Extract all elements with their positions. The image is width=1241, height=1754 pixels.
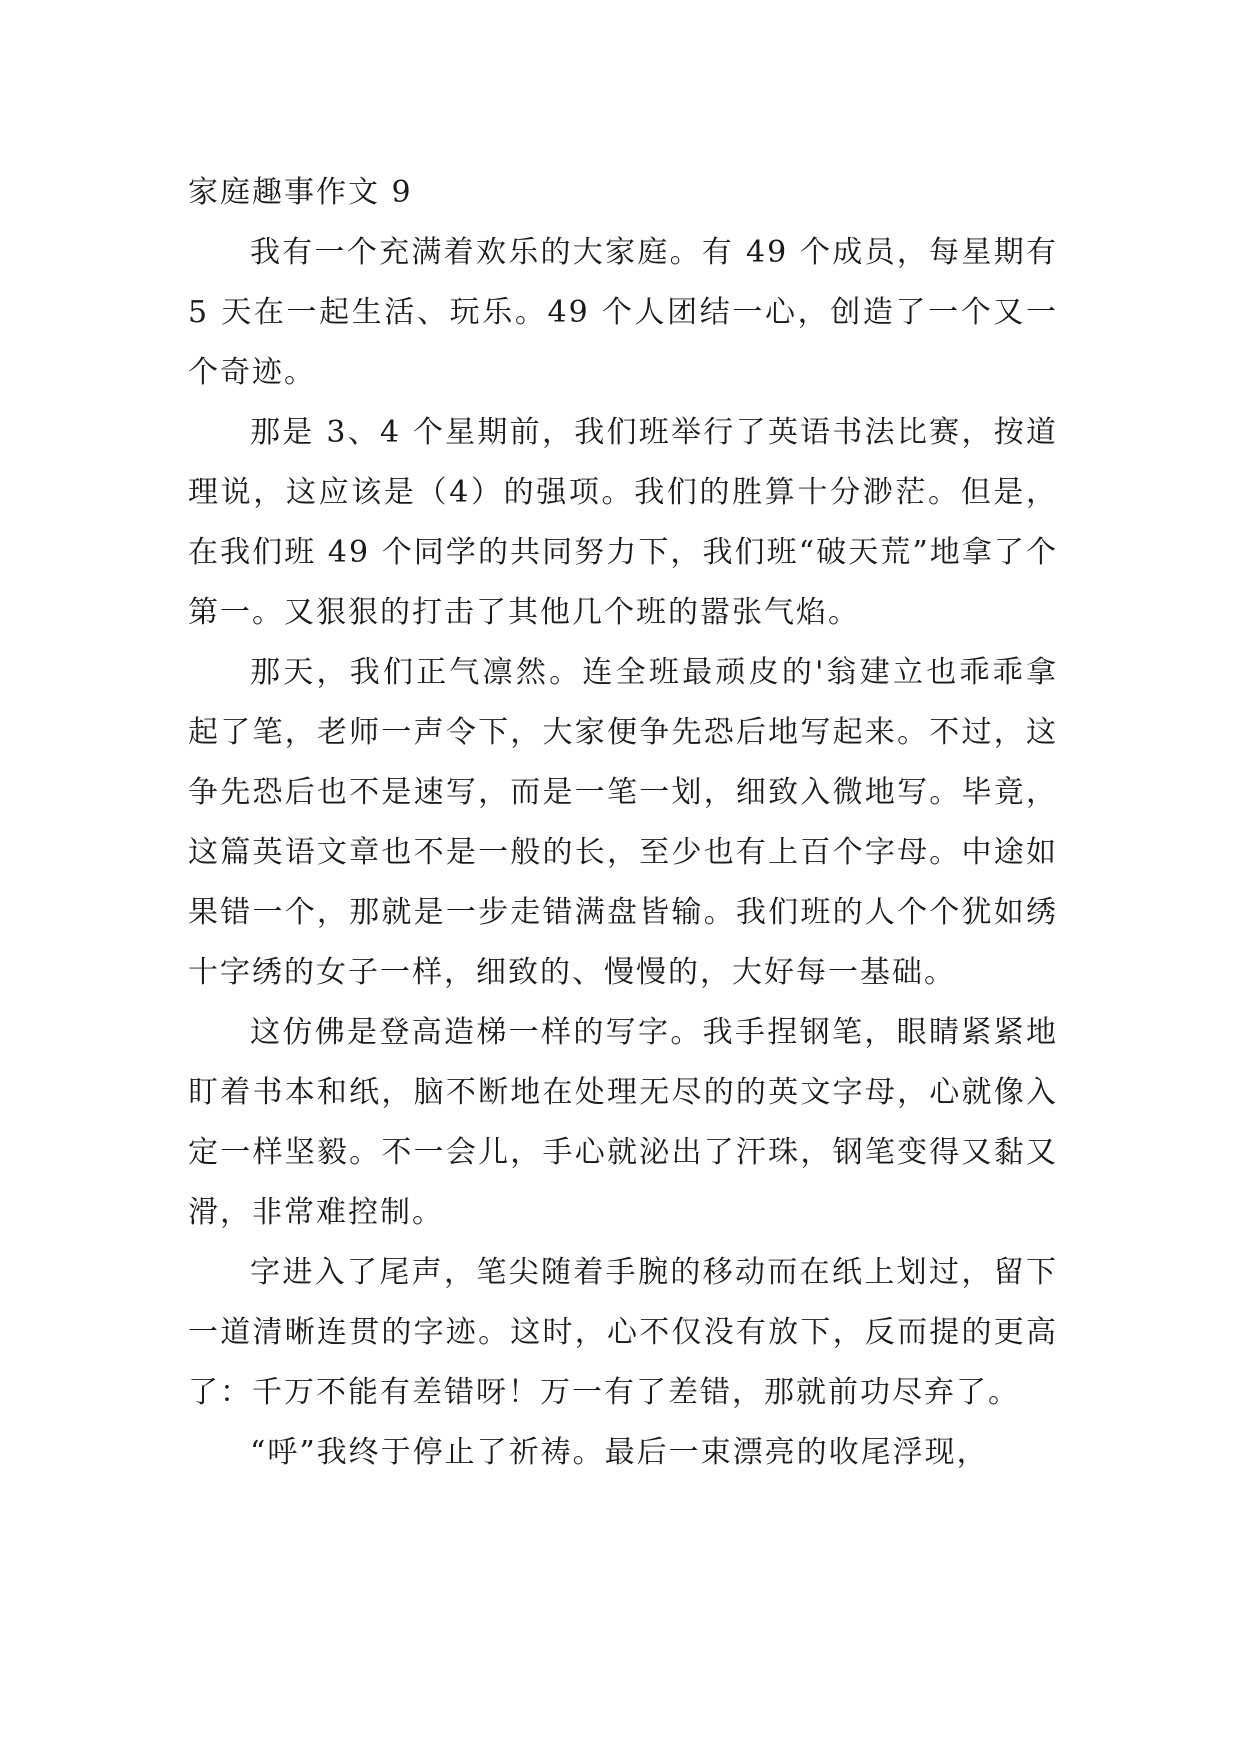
paragraph-1: 我有一个充满着欢乐的大家庭。有 49 个成员，每星期有 5 天在一起生活、玩乐。49 个人团结一心，创造了一个又一个奇迹。 bbox=[188, 235, 1058, 390]
paragraph-2: 那是 3、4 个星期前，我们班举行了英语书法比赛，按道理说，这应该是（4）的强项。我们的胜算十分渺茫。但是，在我们班 49 个同学的共同努力下，我们班“破天荒”地拿了个第一。又狠狠的打击了其他几个班的嚣张气焰。 bbox=[188, 415, 1058, 630]
paragraph-5: 字进入了尾声，笔尖随着手腕的移动而在纸上划过，留下一道清晰连贯的字迹。这时，心不仅没有放下，反而提的更高了：千万不能有差错呀！万一有了差错，那就前功尽弃了。 bbox=[188, 1255, 1058, 1410]
document-title: 家庭趣事作文 9 bbox=[188, 175, 413, 210]
paragraph-3: 那天，我们正气凛然。连全班最顽皮的'翁建立也乖乖拿起了笔，老师一声令下，大家便争先恐后地写起来。不过，这争先恐后也不是速写，而是一笔一划，细致入微地写。毕竟，这篇英语文章也不是一般的长，至少也有上百个字母。中途如果错一个，那就是一步走错满盘皆输。我们班的人个个犹如绣十字绣的女子一样，细致的、慢慢的，大好每一基础。 bbox=[188, 655, 1058, 990]
paragraph-6: “呼”我终于停止了祈祷。最后一束漂亮的收尾浮现， bbox=[250, 1435, 989, 1470]
document-page bbox=[188, 163, 1058, 1483]
paragraph-4: 这仿佛是登高造梯一样的写字。我手捏钢笔，眼睛紧紧地盯着书本和纸，脑不断地在处理无尽的的英文字母，心就像入定一样坚毅。不一会儿，手心就泌出了汗珠，钢笔变得又黏又滑，非常难控制。 bbox=[188, 1015, 1058, 1230]
